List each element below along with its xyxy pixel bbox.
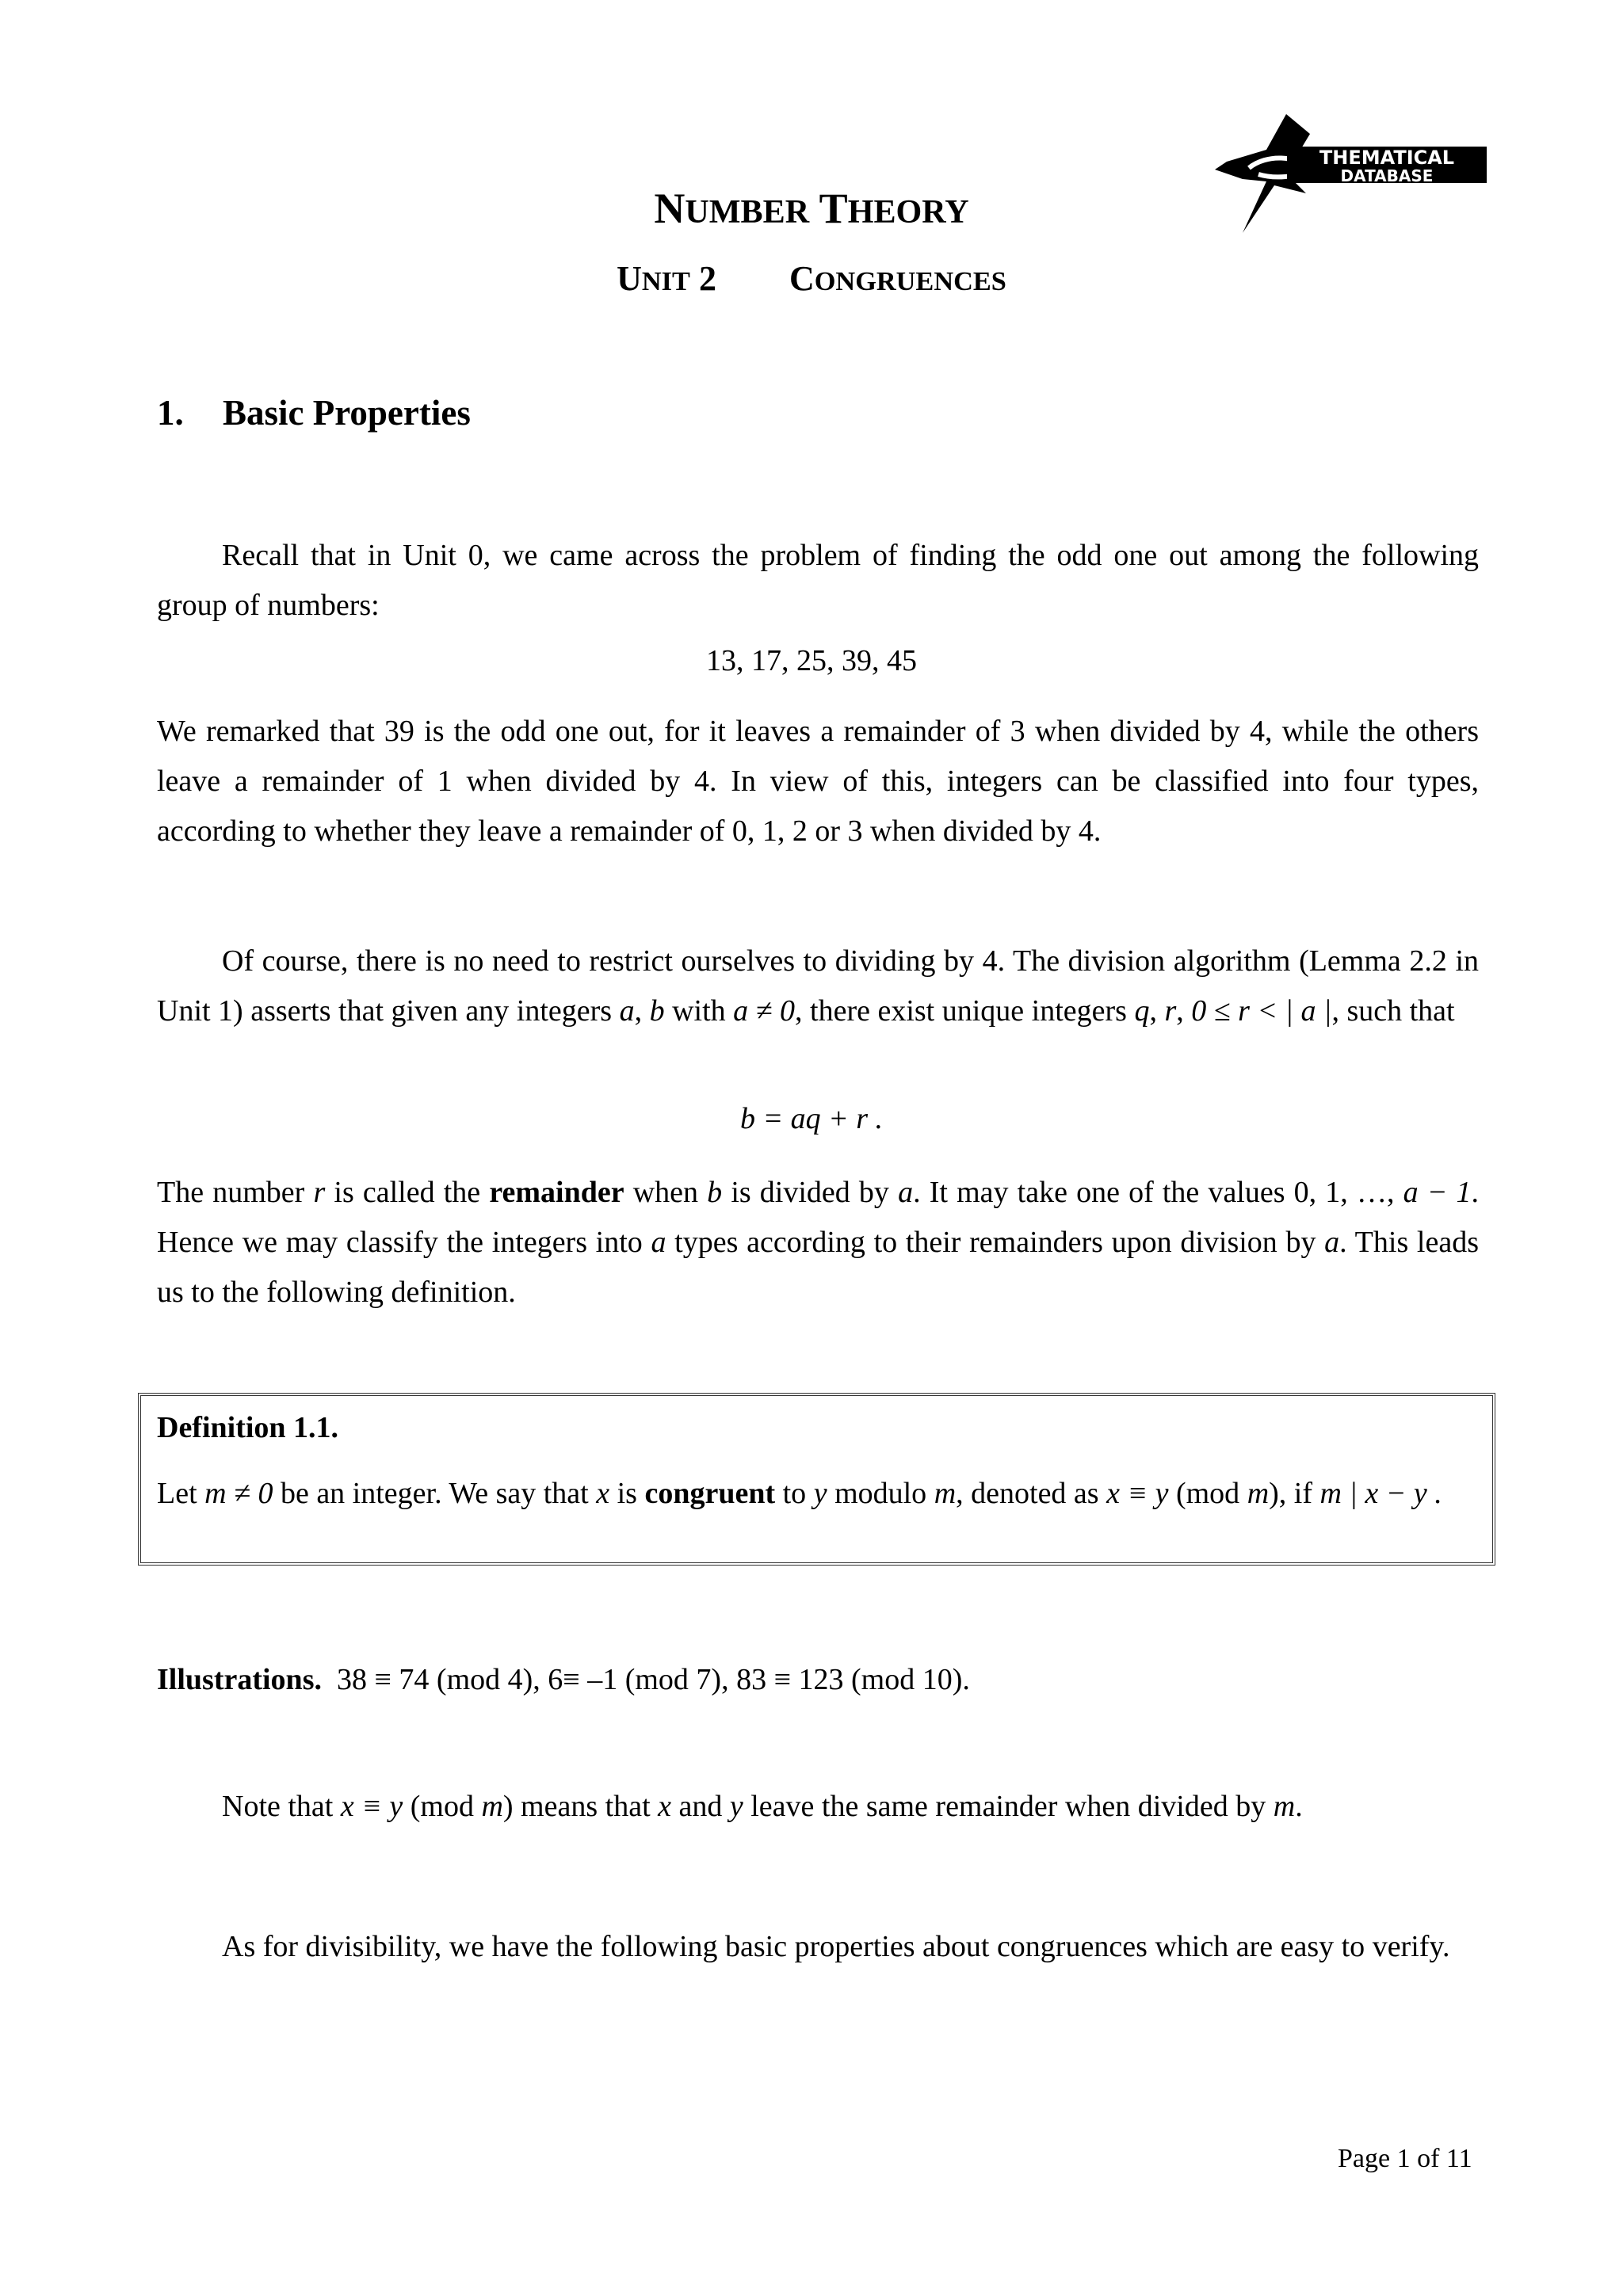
section-number: 1.	[157, 393, 184, 433]
page-title: NUMBER THEORY	[654, 185, 969, 232]
illustrations-line: Illustrations. 38 ≡ 74 (mod 4), 6≡ –1 (mod 7), 83 ≡ 123 (mod 10).	[157, 1663, 970, 1696]
unit-subtitle: UNIT 2 CONGRUENCES	[617, 259, 1006, 298]
section-heading	[157, 392, 471, 433]
paragraph-remark: We remarked that 39 is the odd one out, for it leaves a remainder of 3 when divided by 4, while the others leave a remainder of 1 when divided by 4. In view of this, integers can be classified into four types, according to whether they leave a remainder of 0, 1, 2 or 3 when divided by 4.	[157, 715, 1479, 848]
paragraph-division-algorithm: Of course, there is no need to restrict ourselves to dividing by 4. The division algorithm (Lemma 2.2 in Unit 1) asserts that given any integers a, b with a ≠ 0, there exist unique integers q, r, 0 ≤ r < | a |, such that	[157, 944, 1480, 1028]
definition-body: Let m ≠ 0 be an integer. We say that x is congruent to y modulo m, denoted as x ≡ y (mod m), if m | x − y .	[157, 1477, 1442, 1510]
logo-text-line1: THEMATICAL	[1319, 147, 1455, 169]
paragraph-intro: Recall that in Unit 0, we came across the problem of finding the odd one out among the following group of numbers:	[157, 539, 1480, 622]
division-equation: b = aq + r .	[739, 1102, 884, 1135]
illustrations-label: Illustrations.	[157, 1663, 322, 1696]
definition-title: Definition 1.1.	[157, 1411, 339, 1444]
logo-text-line2: DATABASE	[1340, 166, 1434, 185]
note-line: Note that x ≡ y (mod m) means that x and y leave the same remainder when divided by m.	[222, 1790, 1303, 1823]
section-title: Basic Properties	[223, 393, 471, 433]
page-number: Page 1 of 11	[1338, 2144, 1472, 2173]
number-list: 13, 17, 25, 39, 45	[706, 644, 917, 677]
paragraph-properties: As for divisibility, we have the following basic properties about congruences which are easy to verify.	[222, 1930, 1450, 1963]
paragraph-remainder: The number r is called the remainder when b is divided by a. It may take one of the values 0, 1, …, a − 1. Hence we may classify the integers into a types according to their remainders upon division by a. This leads us to the following definition.	[157, 1176, 1480, 1309]
